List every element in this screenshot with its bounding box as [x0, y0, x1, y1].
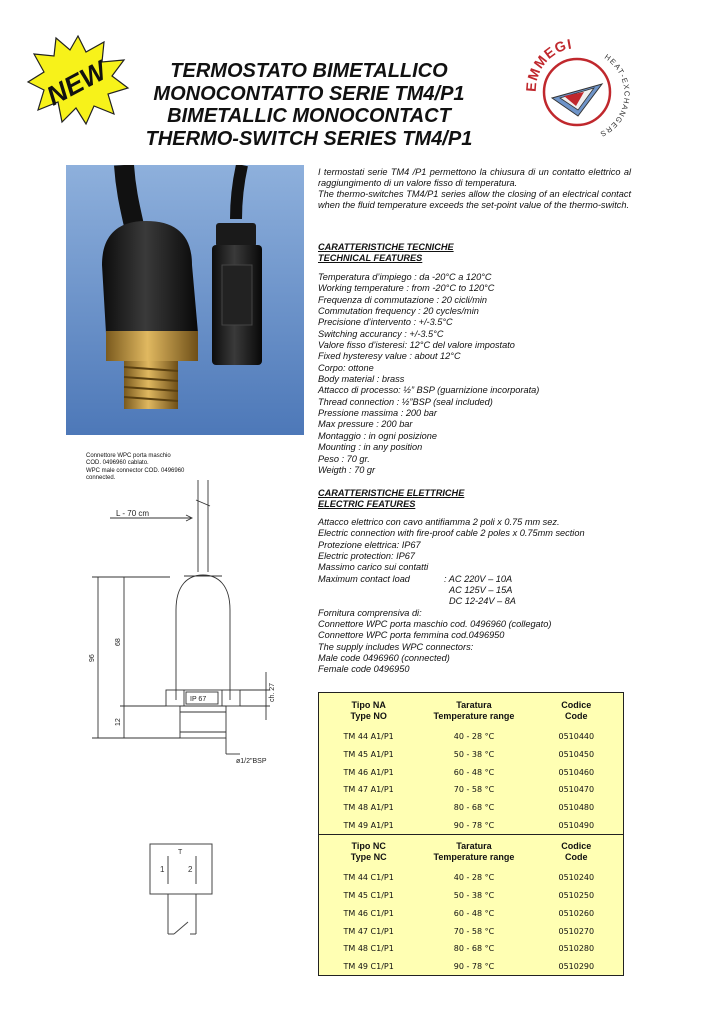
range-cell: 90 - 78 °C	[453, 961, 495, 971]
spec-line: Peso : 70 gr.	[318, 453, 370, 464]
header-type-en: Type NO	[350, 710, 387, 721]
caption-line: COD. 0496960 cablato.	[86, 460, 149, 467]
model-cell: TM 48 A1/P1	[343, 803, 394, 813]
range-cell: 70 - 58 °C	[453, 926, 495, 936]
header-type: Tipo NC	[351, 841, 386, 852]
spec-line: Female code 0496950	[318, 664, 410, 675]
code-cell: 0510280	[558, 944, 595, 954]
range-cell: 60 - 48 °C	[453, 767, 495, 777]
model-cell: TM 49 C1/P1	[343, 961, 394, 971]
spec-line: Electric connection with fire-proof cable 2 poles x 0.75mm section	[318, 528, 585, 539]
range-cell: 50 - 38 °C	[453, 891, 495, 901]
title-line-4: THERMO-SWITCH SERIES TM4/P1	[145, 127, 473, 150]
spec-line: Pressione massima : 200 bar	[318, 408, 437, 419]
spec-line: Connettore WPC porta femmina cod.0496950	[318, 630, 505, 641]
model-cell: TM 47 C1/P1	[343, 926, 394, 936]
electric-list	[318, 517, 585, 676]
range-cell: 50 - 38 °C	[453, 750, 495, 760]
header-code: Codice	[561, 699, 592, 710]
range-cell: 90 - 78 °C	[453, 820, 495, 830]
spec-line: Fornitura comprensiva di:	[318, 607, 422, 618]
table-header-no	[319, 693, 623, 728]
spec-line: Massimo carico sui contatti	[318, 562, 429, 573]
range-cell: 40 - 28 °C	[453, 732, 495, 742]
spec-line: Fixed hysteresy value : about 12°C	[318, 351, 461, 362]
code-cell: 0510250	[558, 891, 595, 901]
max-load-label: Maximum contact load	[318, 573, 410, 584]
model-cell: TM 44 A1/P1	[343, 732, 394, 742]
logo-sub-text: HEAT-EXCHANGERS	[597, 52, 632, 140]
code-cell: 0510460	[558, 767, 595, 777]
intro-text	[318, 167, 631, 211]
model-cell: TM 47 A1/P1	[343, 785, 394, 795]
code-cell: 0510450	[558, 750, 595, 760]
table-row	[319, 869, 623, 887]
code-cell: 0510270	[558, 926, 595, 936]
code-cell: 0510290	[558, 961, 595, 971]
spec-line: Valore fisso d’isteresi: 12°C del valore impostato	[318, 340, 515, 351]
technical-drawing	[80, 480, 310, 780]
header-range-en: Temperature range	[433, 852, 515, 863]
technical-list	[318, 272, 539, 476]
title-line-3: BIMETALLIC MONOCONTACT	[167, 105, 451, 127]
spec-line: Working temperature : from -20°C to 120°C	[318, 283, 495, 294]
code-cell: 0510490	[558, 820, 595, 830]
model-cell: TM 45 A1/P1	[343, 750, 394, 760]
title-line-1: TERMOSTATO BIMETALLICO	[170, 60, 448, 82]
range-cell: 70 - 58 °C	[453, 785, 495, 795]
model-cell: TM 46 C1/P1	[343, 908, 394, 918]
intro-english: The thermo-switches TM4/P1 series allow the closing of an electrical contact when the fluid temperature exceeds the set-point value of the thermo-switch.	[318, 189, 631, 210]
electric-title	[318, 488, 464, 510]
spec-line: Protezione elettrica: IP67	[318, 539, 421, 550]
new-label: NEW	[41, 55, 112, 112]
spec-line: Temperatura d’impiego : da -20°C a 120°C	[318, 272, 492, 282]
table-row	[319, 922, 623, 940]
model-cell: TM 46 A1/P1	[343, 767, 394, 777]
range-cell: 60 - 48 °C	[453, 908, 495, 918]
code-cell: 0510470	[558, 785, 595, 795]
spec-line: Thread connection : ½”BSP (seal included)	[318, 396, 493, 407]
code-cell: 0510260	[558, 908, 595, 918]
page-title	[124, 60, 494, 150]
table-row	[319, 799, 623, 817]
header-type: Tipo NA	[351, 699, 386, 710]
emmegi-logo	[522, 36, 632, 146]
table-row	[319, 781, 623, 799]
model-cell: TM 44 C1/P1	[343, 873, 394, 883]
header-code-en: Code	[565, 710, 588, 721]
body-height-label: 68	[115, 638, 122, 646]
spec-line: Attacco di processo: ½” BSP (guarnizione incorporata)	[318, 385, 540, 396]
total-height-label: 96	[89, 654, 96, 662]
cable-length-label: L - 70 cm	[116, 509, 150, 518]
models-table	[318, 692, 624, 976]
table-header-nc	[319, 834, 623, 869]
spec-line: Male code 0496960 (connected)	[318, 653, 450, 664]
electric-title-en: ELECTRIC FEATURES	[318, 499, 416, 509]
product-photo	[66, 165, 304, 435]
caption-line: WPC male connector COD. 0496960	[86, 467, 185, 474]
spec-line: Connettore WPC porta maschio cod. 0496960 (collegato)	[318, 619, 552, 630]
max-load-row	[318, 574, 585, 608]
technical-title-it: CARATTERISTICHE TECNICHE	[318, 242, 454, 252]
table-row	[319, 940, 623, 958]
spec-line: Frequenza di commutazione : 20 cicli/min	[318, 294, 488, 305]
title-line-2: MONOCONTATTO SERIE TM4/P1	[153, 82, 465, 105]
spec-line: Corpo: ottone	[318, 362, 374, 373]
spec-line: Precisione d’intervento : +/-3.5°C	[318, 317, 453, 328]
table-row	[319, 746, 623, 764]
load-value-2: AC 125V – 15A	[449, 585, 513, 596]
load-value-3: DC 12-24V – 8A	[449, 596, 516, 607]
spec-line: Switching accurancy : +/-3.5°C	[318, 328, 444, 339]
range-cell: 40 - 28 °C	[453, 873, 495, 883]
technical-title	[318, 242, 454, 264]
bsp-label: ø1/2"BSP	[236, 758, 267, 765]
table-row	[319, 887, 623, 905]
model-cell: TM 49 A1/P1	[343, 820, 394, 830]
header-range: Taratura	[456, 841, 492, 852]
spec-line: Max pressure : 200 bar	[318, 419, 413, 430]
table-row	[319, 728, 623, 746]
code-cell: 0510480	[558, 803, 595, 813]
range-cell: 80 - 68 °C	[453, 944, 495, 954]
model-cell: TM 45 C1/P1	[343, 891, 394, 901]
code-cell: 0510440	[558, 732, 595, 742]
spec-line: Attacco elettrico con cavo antifiamma 2 poli x 0.75 mm sez.	[318, 517, 560, 527]
caption-line: Connettore WPC porta maschio	[86, 453, 171, 459]
table-row	[319, 763, 623, 781]
spec-line: Mounting : in any position	[318, 442, 423, 453]
load-value-1: : AC 220V – 10A	[444, 573, 513, 584]
spec-line: Commutation frequency : 20 cycles/min	[318, 306, 479, 317]
table-row	[319, 958, 623, 976]
header-code: Codice	[561, 841, 592, 852]
hex-size-label: ch. 27	[269, 682, 276, 702]
table-row	[319, 816, 623, 834]
range-cell: 80 - 68 °C	[453, 803, 495, 813]
model-cell: TM 48 C1/P1	[343, 944, 394, 954]
switch-schematic	[130, 830, 230, 950]
intro-italian: I termostati serie TM4 /P1 permettono la chiusura di un contatto elettrico al raggiungimento di un valore fisso di temperatura.	[318, 167, 631, 188]
new-badge	[26, 34, 130, 126]
technical-title-en: TECHNICAL FEATURES	[318, 253, 423, 263]
header-code-en: Code	[565, 852, 588, 863]
connector-caption	[86, 453, 184, 482]
spec-line: Montaggio : in ogni posizione	[318, 430, 438, 441]
pin-1-label: 1	[160, 865, 165, 874]
header-range: Taratura	[456, 699, 492, 710]
spec-line: The supply includes WPC connectors:	[318, 641, 474, 652]
thermo-symbol-label: T	[178, 849, 183, 856]
pin-2-label: 2	[188, 865, 193, 874]
header-range-en: Temperature range	[433, 710, 515, 721]
header-type-en: Type NC	[350, 852, 387, 863]
table-row	[319, 905, 623, 923]
logo-brand-text: EMMEGI	[522, 36, 574, 93]
caption-line: connected.	[86, 474, 116, 481]
spec-line: Electric protection: IP67	[318, 551, 416, 562]
code-cell: 0510240	[558, 873, 595, 883]
spec-line: Weigth : 70 gr	[318, 464, 376, 475]
thread-height-label: 12	[115, 718, 122, 726]
ip-rating-label: IP 67	[190, 696, 207, 703]
electric-title-it: CARATTERISTICHE ELETTRICHE	[318, 488, 465, 498]
spec-line: Body material : brass	[318, 374, 405, 385]
